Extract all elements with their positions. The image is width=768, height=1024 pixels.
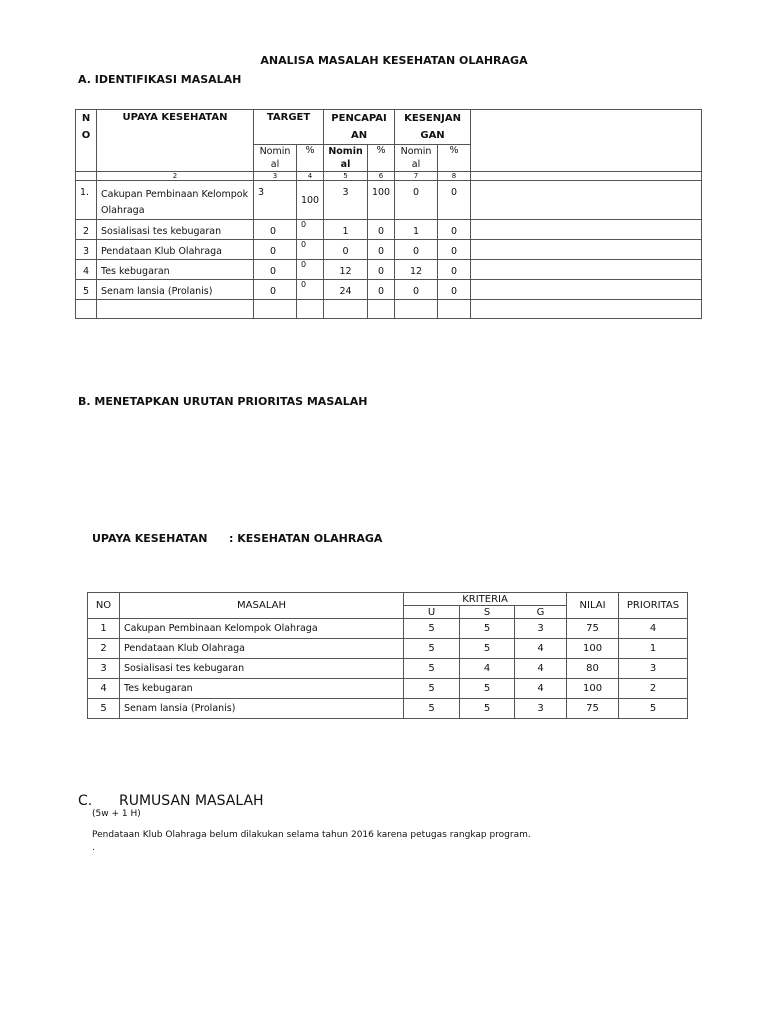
row-capai-nominal: 1 [324, 220, 368, 240]
row-senjang-nominal: 1 [395, 220, 438, 240]
row-nilai: 80 [567, 659, 619, 679]
row-masalah: Pendataan Klub Olahraga [120, 639, 404, 659]
row-senjang-nominal: 0 [395, 240, 438, 260]
row-target-percent: 0 [297, 280, 324, 300]
row-capai-nominal: 0 [324, 240, 368, 260]
table-row [76, 280, 702, 300]
header-prioritas: PRIORITAS [619, 593, 688, 619]
row-prioritas: 4 [619, 619, 688, 639]
row-prioritas: 3 [619, 659, 688, 679]
upaya-kesehatan-label: UPAYA KESEHATAN [92, 532, 208, 545]
column-number-row [76, 172, 702, 181]
row-capai-nominal: 12 [324, 260, 368, 280]
column-number: 4 [297, 172, 324, 181]
row-no: 1. [76, 181, 97, 220]
row-g: 4 [515, 639, 567, 659]
header-nilai: NILAI [567, 593, 619, 619]
row-capai-percent: 0 [368, 240, 395, 260]
row-capai-percent: 0 [368, 260, 395, 280]
row-upaya: Pendataan Klub Olahraga [97, 240, 254, 260]
row-prioritas: 1 [619, 639, 688, 659]
page-title: ANALISA MASALAH KESEHATAN OLAHRAGA [260, 54, 528, 67]
row-masalah: Sosialisasi tes kebugaran [120, 659, 404, 679]
trailing-dot: . [92, 843, 95, 853]
row-nilai: 100 [567, 679, 619, 699]
row-g: 4 [515, 679, 567, 699]
row-no: 3 [88, 659, 120, 679]
section-a-heading: A. IDENTIFIKASI MASALAH [78, 73, 242, 86]
row-s: 4 [460, 659, 515, 679]
table-row [88, 699, 688, 719]
row-s: 5 [460, 679, 515, 699]
header-masalah: MASALAH [120, 593, 404, 619]
row-senjang-percent: 0 [438, 240, 471, 260]
row-upaya: Sosialisasi tes kebugaran [97, 220, 254, 240]
row-upaya: Senam lansia (Prolanis) [97, 280, 254, 300]
header-pencapaian: PENCAPAI AN [324, 110, 395, 145]
section-b-heading: B. MENETAPKAN URUTAN PRIORITAS MASALAH [78, 395, 368, 408]
row-capai-percent: 100 [368, 181, 395, 220]
header-target-nominal: Nomin al [254, 145, 297, 172]
row-u: 5 [404, 639, 460, 659]
row-target-nominal: 0 [254, 220, 297, 240]
table-row [88, 659, 688, 679]
column-number: 7 [395, 172, 438, 181]
column-number: 3 [254, 172, 297, 181]
row-upaya: Cakupan Pembinaan Kelompok Olahraga [97, 181, 254, 220]
upaya-kesehatan-value: : KESEHATAN OLAHRAGA [229, 532, 383, 545]
row-capai-percent: 0 [368, 220, 395, 240]
row-target-percent: 0 [297, 220, 324, 240]
row-u: 5 [404, 659, 460, 679]
row-nilai: 75 [567, 699, 619, 719]
table-row [88, 619, 688, 639]
row-no: 5 [76, 280, 97, 300]
priority-table [87, 592, 688, 719]
row-masalah: Cakupan Pembinaan Kelompok Olahraga [120, 619, 404, 639]
column-number: 2 [97, 172, 254, 181]
header-s: S [460, 606, 515, 619]
row-prioritas: 2 [619, 679, 688, 699]
row-u: 5 [404, 679, 460, 699]
row-no: 5 [88, 699, 120, 719]
row-capai-nominal: 24 [324, 280, 368, 300]
header-target: TARGET [254, 110, 324, 145]
row-s: 5 [460, 699, 515, 719]
row-prioritas: 5 [619, 699, 688, 719]
column-number: 6 [368, 172, 395, 181]
table-row [76, 260, 702, 280]
row-nilai: 100 [567, 639, 619, 659]
row-senjang-percent: 0 [438, 260, 471, 280]
row-no: 4 [76, 260, 97, 280]
row-senjang-nominal: 0 [395, 280, 438, 300]
row-target-nominal: 0 [254, 260, 297, 280]
row-no: 1 [88, 619, 120, 639]
header-blank [471, 110, 702, 172]
header-u: U [404, 606, 460, 619]
row-senjang-nominal: 0 [395, 181, 438, 220]
table-row [76, 220, 702, 240]
header-senjang-nominal: Nomin al [395, 145, 438, 172]
row-u: 5 [404, 619, 460, 639]
row-g: 4 [515, 659, 567, 679]
row-target-nominal: 3 [254, 181, 297, 220]
header-upaya-kesehatan: UPAYA KESEHATAN [97, 110, 254, 172]
table-row [88, 639, 688, 659]
row-masalah: Senam lansia (Prolanis) [120, 699, 404, 719]
row-no: 2 [88, 639, 120, 659]
table-row [76, 181, 702, 220]
header-kesenjangan: KESENJAN GAN [395, 110, 471, 145]
row-senjang-percent: 0 [438, 280, 471, 300]
column-number: 8 [438, 172, 471, 181]
row-capai-percent: 0 [368, 280, 395, 300]
row-s: 5 [460, 639, 515, 659]
section-c-letter: C. [78, 793, 93, 809]
empty-row [76, 300, 702, 319]
problem-identification-table [75, 109, 702, 319]
problem-statement: Pendataan Klub Olahraga belum dilakukan selama tahun 2016 karena petugas rangkap program. [92, 830, 531, 840]
header-g: G [515, 606, 567, 619]
header-target-percent: % [297, 145, 324, 172]
row-g: 3 [515, 619, 567, 639]
row-senjang-nominal: 12 [395, 260, 438, 280]
row-capai-nominal: 3 [324, 181, 368, 220]
row-target-percent: 100 [297, 181, 324, 220]
row-no: 2 [76, 220, 97, 240]
header-kriteria: KRITERIA [404, 593, 567, 606]
table-row [76, 240, 702, 260]
column-number: 5 [324, 172, 368, 181]
row-masalah: Tes kebugaran [120, 679, 404, 699]
row-target-nominal: 0 [254, 240, 297, 260]
section-c-heading: RUMUSAN MASALAH [119, 793, 264, 809]
row-target-percent: 0 [297, 240, 324, 260]
header-senjang-percent: % [438, 145, 471, 172]
formula-note: (5w + 1 H) [92, 809, 141, 819]
header-no: NO [88, 593, 120, 619]
row-target-percent: 0 [297, 260, 324, 280]
table-row [88, 679, 688, 699]
row-senjang-percent: 0 [438, 181, 471, 220]
row-u: 5 [404, 699, 460, 719]
header-capai-percent: % [368, 145, 395, 172]
row-no: 4 [88, 679, 120, 699]
row-senjang-percent: 0 [438, 220, 471, 240]
row-upaya: Tes kebugaran [97, 260, 254, 280]
row-s: 5 [460, 619, 515, 639]
row-nilai: 75 [567, 619, 619, 639]
row-g: 3 [515, 699, 567, 719]
row-no: 3 [76, 240, 97, 260]
header-no: N O [76, 110, 97, 172]
row-target-nominal: 0 [254, 280, 297, 300]
header-capai-nominal: Nomin al [324, 145, 368, 172]
